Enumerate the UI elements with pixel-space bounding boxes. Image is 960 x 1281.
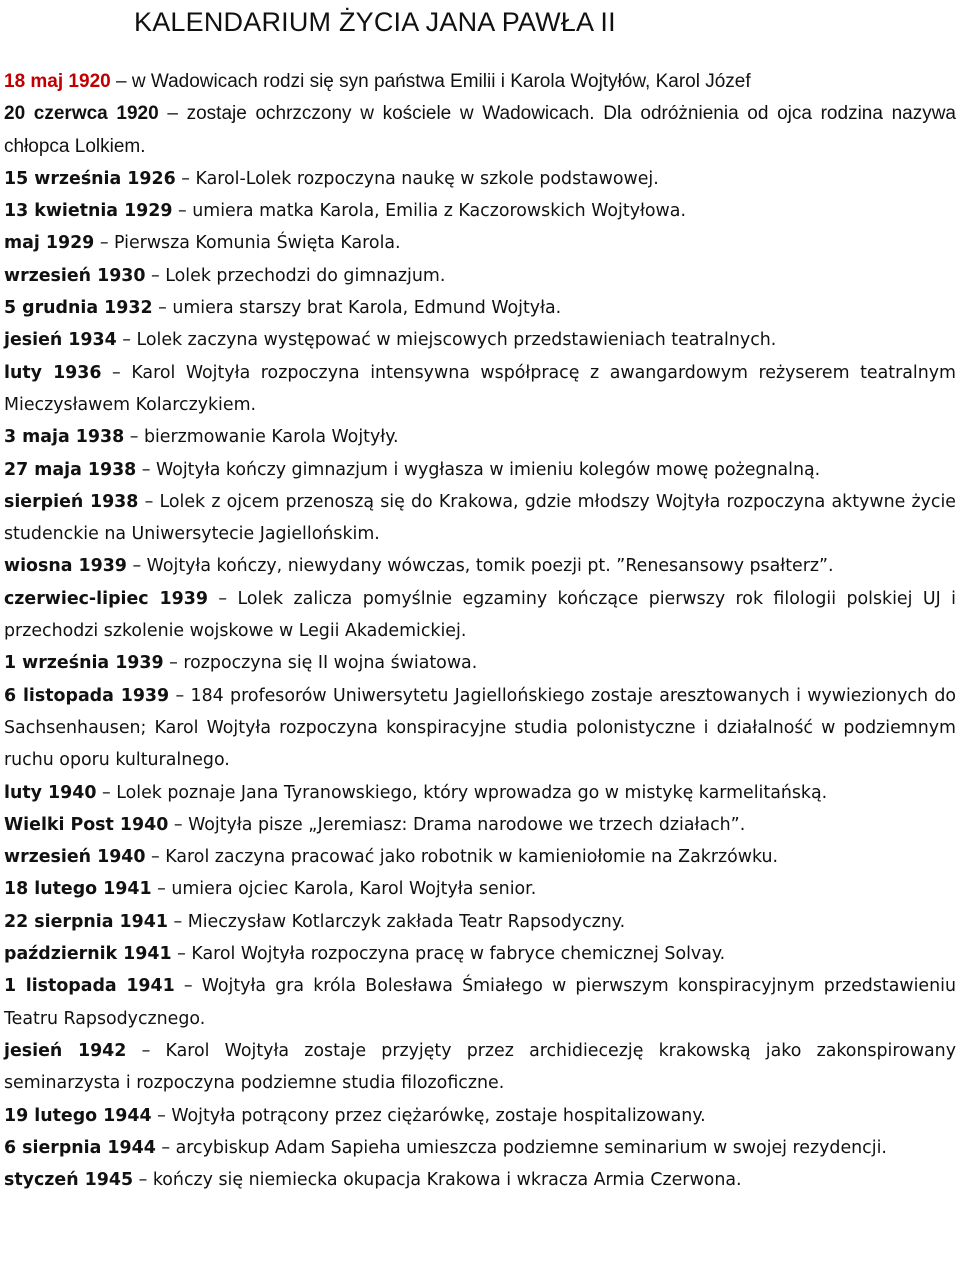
- entry-text: w Wadowicach rodzi się syn państwa Emilii i Karola Wojtyłów, Karol Józef: [131, 71, 751, 92]
- entry-text: arcybiskup Adam Sapieha umieszcza podziemne seminarium w swojej rezydencji.: [175, 1137, 887, 1158]
- entry-text: Lolek z ojcem przenoszą się do Krakowa, gdzie młodszy Wojtyła rozpoczyna aktywne życie studenckie na Uniwersytecie Jagiellońskim.: [4, 491, 957, 545]
- chronology-entry: [4, 1035, 956, 1100]
- entry-separator: –: [141, 459, 151, 480]
- entry-date: jesień 1934: [4, 330, 117, 351]
- entry-date: Wielki Post 1940: [4, 814, 169, 835]
- chronology-entry: [4, 98, 956, 163]
- entry-separator: –: [115, 71, 127, 92]
- entry-date: wiosna 1939: [4, 556, 127, 577]
- entry-date: 27 maja 1938: [4, 459, 137, 480]
- entry-separator: –: [138, 1170, 148, 1191]
- entry-text: Lolek zalicza pomyślnie egzaminy kończące pierwszy rok filologii polskiej UJ i przechodzi szkolenie wojskowe w Legii Akademickiej.: [4, 588, 956, 642]
- chronology-entry: [4, 486, 956, 551]
- entry-separator: –: [167, 103, 178, 125]
- entry-text: Lolek zaczyna występować w miejscowych przedstawieniach teatralnych.: [136, 330, 777, 351]
- entry-date: wrzesień 1940: [4, 847, 146, 868]
- entry-separator: –: [151, 847, 160, 868]
- entry-date: maj 1929: [4, 233, 95, 254]
- chronology-entry: [4, 195, 956, 227]
- entry-separator: –: [144, 491, 154, 512]
- entry-date: 19 lutego 1944: [4, 1105, 152, 1126]
- entry-separator: –: [161, 1137, 171, 1158]
- entry-separator: –: [112, 362, 121, 383]
- entry-text: Wojtyła kończy, niewydany wówczas, tomik poezji pt. ”Renesansowy psałterz”.: [146, 556, 834, 577]
- entry-date: 18 maj 1920: [4, 71, 111, 92]
- entry-separator: –: [158, 298, 167, 319]
- chronology-entry: [4, 1100, 956, 1132]
- entry-text: rozpoczyna się II wojna światowa.: [183, 653, 478, 674]
- chronology-entry: [4, 550, 956, 582]
- chronology-entry: [4, 421, 956, 453]
- entry-date: 1 listopada 1941: [4, 976, 175, 997]
- chronology-entry: [4, 260, 956, 292]
- entry-separator: –: [99, 233, 109, 254]
- entry-text: Karol Wojtyła zostaje przyjęty przez archidiecezję krakowską jako zakonspirowany seminarzysta i rozpoczyna podziemne studia filozoficzne.: [4, 1040, 956, 1094]
- chronology-entry: [4, 777, 956, 809]
- entry-text: Karol-Lolek rozpoczyna naukę w szkole podstawowej.: [195, 168, 659, 189]
- entry-separator: –: [181, 168, 190, 189]
- chronology-entry: [4, 938, 956, 970]
- chronology-entry: [4, 227, 956, 259]
- entry-separator: –: [173, 911, 183, 932]
- chronology-entry: [4, 1164, 956, 1196]
- chronology-list: [4, 66, 956, 1196]
- chronology-entry: [4, 970, 956, 1035]
- document-page: [4, 0, 956, 1196]
- chronology-entry: [4, 324, 956, 356]
- entry-text: umiera starszy brat Karola, Edmund Wojtyła.: [172, 298, 562, 319]
- entry-text: Karol Wojtyła rozpoczyna intensywna współpracę z awangardowym reżyserem teatralnym Mieczysławem Kolarczykiem.: [4, 362, 956, 415]
- entry-date: wrzesień 1930: [4, 265, 146, 286]
- chronology-entry: [4, 873, 956, 905]
- entry-text: Karol zaczyna pracować jako robotnik w kamieniołomie na Zakrzówku.: [165, 847, 779, 868]
- chronology-entry: [4, 357, 956, 422]
- entry-text: umiera ojciec Karola, Karol Wojtyła senior.: [171, 879, 537, 900]
- entry-separator: –: [151, 265, 160, 286]
- entry-date: 6 listopada 1939: [4, 685, 170, 706]
- entry-text: Karol Wojtyła rozpoczyna pracę w fabryce chemicznej Solvay.: [191, 944, 726, 965]
- entry-separator: –: [141, 1040, 151, 1061]
- entry-separator: –: [178, 201, 187, 222]
- entry-date: sierpień 1938: [4, 491, 139, 512]
- entry-separator: –: [122, 330, 131, 351]
- entry-text: 184 profesorów Uniwersytetu Jagiellońskiego zostaje aresztowanych i wywiezionych do Sachsenhausen; Karol Wojtyła rozpoczyna konspiracyjne studia polonistyczne i działalność w podziemnym ruchu oporu kulturalnego.: [4, 685, 957, 771]
- entry-date: 5 grudnia 1932: [4, 298, 153, 319]
- entry-date: 20 czerwca 1920: [4, 103, 159, 125]
- entry-date: luty 1940: [4, 782, 97, 803]
- entry-separator: –: [175, 685, 185, 706]
- chronology-entry: [4, 680, 956, 777]
- entry-separator: –: [177, 944, 186, 965]
- entry-text: Pierwsza Komunia Święta Karola.: [114, 233, 401, 254]
- entry-date: 18 lutego 1941: [4, 879, 152, 900]
- chronology-entry: [4, 841, 956, 873]
- entry-text: Lolek poznaje Jana Tyranowskiego, który wprowadza go w mistykę karmelitańską.: [116, 782, 828, 803]
- chronology-entry: [4, 809, 956, 841]
- chronology-entry: [4, 906, 956, 938]
- entry-date: czerwiec-lipiec 1939: [4, 588, 208, 609]
- entry-text: Wojtyła gra króla Bolesława Śmiałego w pierwszym konspiracyjnym przedstawieniu Teatru Rapsodycznego.: [4, 976, 957, 1029]
- entry-separator: –: [157, 1105, 166, 1126]
- entry-separator: –: [129, 427, 139, 448]
- entry-text: Wojtyła pisze „Jeremiasz: Drama narodowe we trzech działach”.: [188, 814, 746, 835]
- entry-separator: –: [218, 588, 228, 609]
- entry-separator: –: [101, 782, 111, 803]
- chronology-entry: [4, 583, 956, 648]
- entry-date: październik 1941: [4, 944, 172, 965]
- entry-date: 6 sierpnia 1944: [4, 1137, 156, 1158]
- entry-text: zostaje ochrzczony w kościele w Wadowicach. Dla odróżnienia od ojca rodzina nazywa chłopca Lolkiem.: [4, 103, 957, 157]
- chronology-entry: [4, 292, 956, 324]
- entry-date: 22 sierpnia 1941: [4, 911, 168, 932]
- entry-text: bierzmowanie Karola Wojtyły.: [143, 427, 399, 448]
- entry-date: styczeń 1945: [4, 1170, 134, 1191]
- chronology-entry: [4, 647, 956, 679]
- chronology-entry: [4, 454, 956, 486]
- entry-separator: –: [183, 976, 193, 997]
- entry-text: umiera matka Karola, Emilia z Kaczorowskich Wojtyłowa.: [192, 201, 686, 222]
- entry-text: Wojtyła kończy gimnazjum i wygłasza w imieniu kolegów mowę pożegnalną.: [156, 459, 821, 480]
- entry-text: kończy się niemiecka okupacja Krakowa i wkracza Armia Czerwona.: [152, 1170, 742, 1191]
- entry-date: jesień 1942: [4, 1040, 127, 1061]
- entry-separator: –: [169, 653, 178, 674]
- entry-date: 15 września 1926: [4, 168, 176, 189]
- entry-date: 3 maja 1938: [4, 427, 125, 448]
- page-title: KALENDARIUM ŻYCIA JANA PAWŁA II: [134, 7, 616, 37]
- chronology-entry: [4, 1132, 956, 1164]
- chronology-entry: [4, 163, 956, 195]
- entry-date: 13 kwietnia 1929: [4, 201, 173, 222]
- entry-text: Mieczysław Kotlarczyk zakłada Teatr Rapsodyczny.: [187, 911, 626, 932]
- entry-separator: –: [132, 556, 142, 577]
- entry-separator: –: [157, 879, 166, 900]
- entry-date: 1 września 1939: [4, 653, 164, 674]
- entry-date: luty 1936: [4, 362, 102, 383]
- entry-text: Lolek przechodzi do gimnazjum.: [165, 265, 446, 286]
- entry-text: Wojtyła potrącony przez ciężarówkę, zostaje hospitalizowany.: [171, 1105, 706, 1126]
- entry-separator: –: [173, 814, 183, 835]
- chronology-entry: [4, 66, 956, 98]
